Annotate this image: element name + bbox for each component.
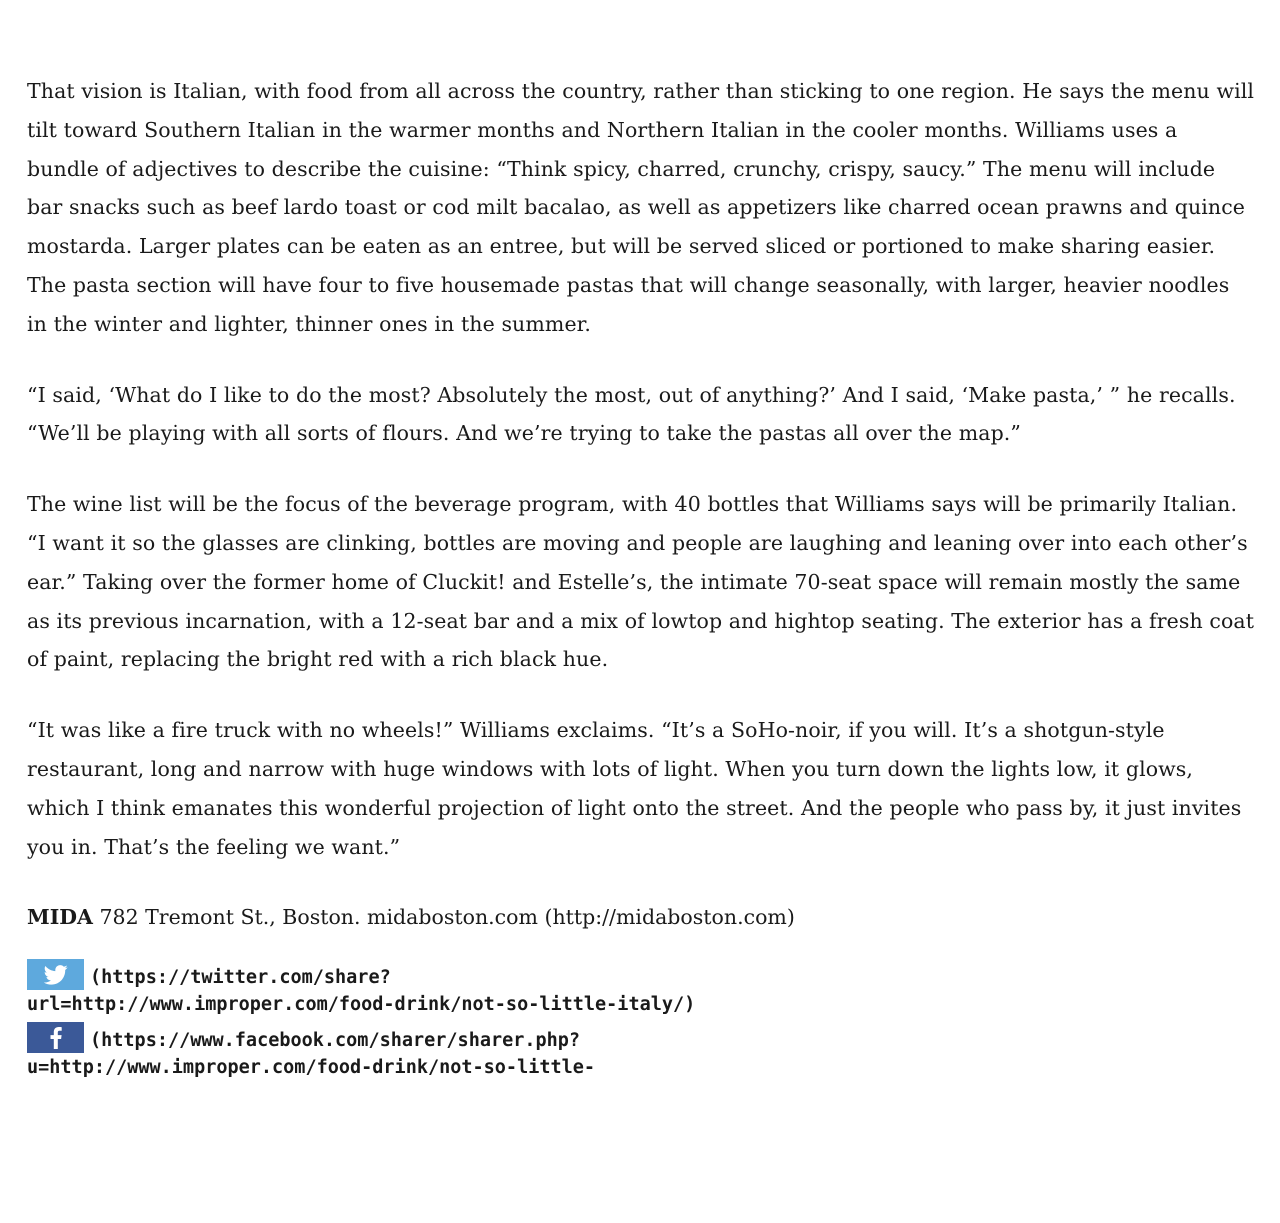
venue-info	[27, 898, 1255, 937]
article-paragraph: “It was like a fire truck with no wheels!” Williams exclaims. “It’s a SoHo-noir, if you will. It’s a shotgun-style restaurant, long and narrow with huge windows with lots of light. When you turn down the lights low, it glows, which I think emanates this wonderful projection of light onto the street. And the people who pass by, it just invites you in. That’s the feeling we want.”	[27, 718, 1242, 859]
facebook-share[interactable]	[27, 1022, 747, 1081]
facebook-icon[interactable]	[27, 1022, 84, 1053]
article-paragraph: “I said, ‘What do I like to do the most? Absolutely the most, out of anything?’ And I said, ‘Make pasta,’ ” he recalls. “We’ll be playing with all sorts of flours. And we’re trying to take the pastas all over the map.”	[27, 382, 1236, 446]
venue-name: MIDA	[27, 905, 93, 930]
twitter-share[interactable]	[27, 959, 747, 1018]
article-paragraph: That vision is Italian, with food from all across the country, rather than sticking to one region. He says the menu will tilt toward Southern Italian in the warmer months and Northern Italian in the cooler months. Williams uses a bundle of adjectives to describe the cuisine: “Think spicy, charred, crunchy, crispy, saucy.” The menu will include bar snacks such as beef lardo toast or cod milt bacalao, as well as appetizers like charred ocean prawns and quince mostarda. Larger plates can be eaten as an entree, but will be served sliced or portioned to make sharing easier. The pasta section will have four to five housemade pastas that will change seasonally, with larger, heavier noodles in the winter and lighter, thinner ones in the summer.	[27, 79, 1255, 336]
twitter-icon[interactable]	[27, 959, 84, 990]
twitter-share-link[interactable]: (https://twitter.com/share?url=http://www.improper.com/food-drink/not-so-little-italy/)	[27, 967, 696, 1016]
venue-details: 782 Tremont St., Boston. midaboston.com (http://midaboston.com)	[92, 905, 795, 930]
article-body	[27, 72, 1255, 1085]
facebook-share-link[interactable]: (https://www.facebook.com/sharer/sharer.php?u=http://www.improper.com/food-drink/not-so-little-	[27, 1030, 596, 1079]
article-paragraph: The wine list will be the focus of the beverage program, with 40 bottles that Williams says will be primarily Italian. “I want it so the glasses are clinking, bottles are moving and people are laughing and leaning over into each other’s ear.” Taking over the former home of Cluckit! and Estelle’s, the intimate 70-seat space will remain mostly the same as its previous incarnation, with a 12-seat bar and a mix of lowtop and hightop seating. The exterior has a fresh coat of paint, replacing the bright red with a rich black hue.	[27, 492, 1255, 672]
